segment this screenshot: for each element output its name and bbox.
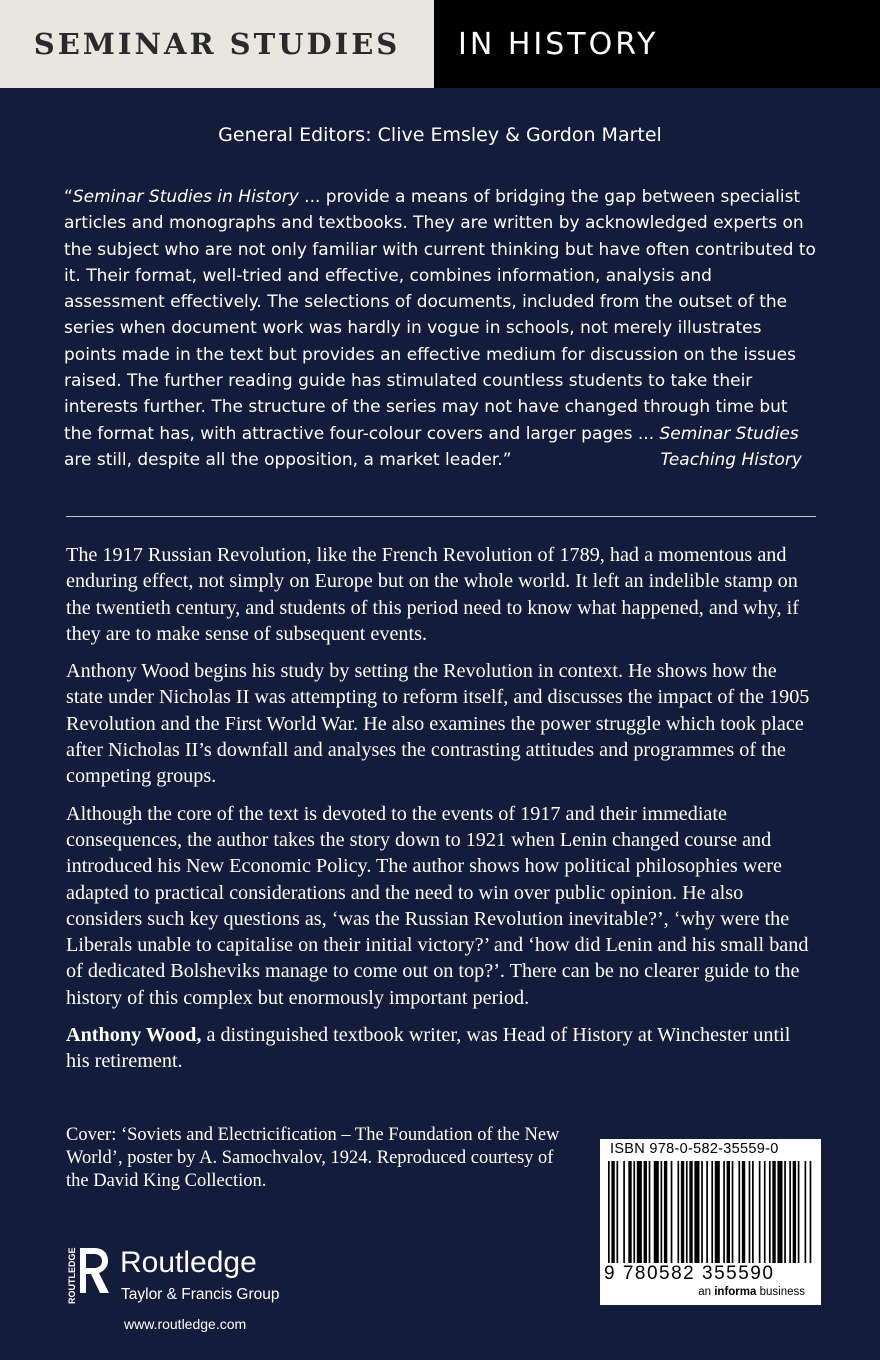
barcode-bar [649, 1161, 651, 1263]
divider [66, 516, 816, 517]
barcode-bar [611, 1161, 614, 1263]
barcode-bar [661, 1161, 663, 1263]
barcode-bar [742, 1161, 745, 1263]
barcode-bar [772, 1161, 775, 1263]
series-banner-right [434, 0, 880, 88]
barcode-bar [637, 1161, 642, 1263]
barcode-bar [608, 1161, 610, 1263]
barcode-bar [689, 1161, 692, 1263]
informa-brand: informa [714, 1286, 757, 1298]
barcode-bar [764, 1161, 766, 1263]
publisher-group: Taylor & Francis Group [121, 1286, 280, 1303]
quote-text-2: are still, despite all the opposition, a market leader.” [64, 449, 512, 470]
blurb-paragraph-3: Although the core of the text is devoted to the events of 1917 and their immediate consequences, the author takes the story down to 1921 when Lenin changed course and introduced his New Economic Policy. The author shows how political philosophies were adapted to practical considerations and the need to win over public opinion. He also considers such key questions as, ‘was the Russian Revolution inevitable?’, ‘why were the Liberals unable to capitalise on their initial victory?’ and ‘how did Lenin and his small band of dedicated Bolsheviks manage to come out on top?’. There can be no clearer guide to the history of this complex but enormously important period. [66, 802, 809, 1009]
blurb-paragraph-1: The 1917 Russian Revolution, like the French Revolution of 1789, had a momentous and enduring effect, not simply on Europe but on the whole world. It left an indelible stamp on the twentieth century, and students of this period need to know what happened, and why, if they are to make sense of subsequent events. [66, 544, 799, 645]
barcode-bar [681, 1161, 684, 1263]
publisher-logo [64, 1242, 364, 1312]
barcode-bar [789, 1161, 791, 1263]
barcode-bar [738, 1161, 740, 1263]
barcode-bar [664, 1161, 667, 1263]
barcode-bar [777, 1161, 782, 1263]
barcode-bar [805, 1161, 807, 1263]
series-title-left: SEMINAR STUDIES [33, 27, 401, 61]
isbn-digits: 9 780582 355590 [604, 1263, 775, 1284]
isbn-label: ISBN 978-0-582-35559-0 [610, 1141, 779, 1157]
barcode-bar [749, 1161, 751, 1263]
general-editors: General Editors: Clive Emsley & Gordon Martel [218, 124, 662, 146]
quote-source: Teaching History [660, 449, 802, 470]
barcode-bar [694, 1161, 699, 1263]
barcode-bar [723, 1161, 725, 1263]
routledge-logo-text: ROUTLEDGE [67, 1247, 77, 1304]
blurb-paragraph-2: Anthony Wood begins his study by setting the Revolution in context. He shows how the state under Nicholas II was attempting to reform itself, and discusses the impact of the 1905 Revolution and the First World War. He also examines the power struggle which took place after Nicholas II’s downfall and analyses the contrasting attitudes and programmes of the competing groups. [66, 660, 810, 788]
barcode-bar [616, 1161, 618, 1263]
barcode-bar [686, 1161, 688, 1263]
barcode-bar [654, 1161, 659, 1263]
series-banner-left [0, 0, 434, 88]
quote-series-name-2: Seminar Studies [659, 423, 799, 444]
barcode-bar [727, 1161, 730, 1263]
barcode-bar [711, 1161, 713, 1263]
barcode-bar [793, 1161, 796, 1263]
cover-credit: Cover: ‘Soviets and Electricification – The Foundation of the New World’, poster by A. Samochvalov, 1924. Reproduced courtesy of the David King Collection. [66, 1125, 560, 1191]
series-title-right: IN HISTORY [458, 26, 659, 62]
barcode-bar [677, 1161, 679, 1263]
informa-tagline: an informa business [698, 1286, 805, 1298]
barcode-bar [671, 1161, 673, 1263]
barcode-bar [633, 1161, 635, 1263]
barcode-bar [644, 1161, 647, 1263]
barcode-bar [759, 1161, 761, 1263]
author-name: Anthony Wood, [66, 1024, 202, 1047]
quote-series-name: Seminar Studies in History [72, 187, 299, 207]
barcode-bar [810, 1161, 812, 1263]
barcode-bar [701, 1161, 703, 1263]
barcode-bar [628, 1161, 631, 1263]
review-quote [64, 184, 816, 473]
series-banner [0, 0, 880, 88]
barcode-bar [623, 1161, 625, 1263]
author-bio-text: a distinguished textbook writer, was Head of History at Winchester until his retirement. [66, 1024, 791, 1073]
routledge-logo-icon [64, 1246, 112, 1306]
blurb [66, 542, 816, 1086]
barcode-bar [732, 1161, 734, 1263]
barcode-bar [798, 1161, 800, 1263]
author-bio [66, 1022, 816, 1075]
barcode-bar [784, 1161, 786, 1263]
barcode-bar [769, 1161, 771, 1263]
barcode-bar [706, 1161, 708, 1263]
publisher-name: Routledge [120, 1246, 257, 1279]
quote-open-mark: “ [64, 187, 73, 207]
barcode-bar [752, 1161, 754, 1263]
publisher-url: www.routledge.com [124, 1316, 247, 1332]
isbn-barcode [600, 1139, 821, 1305]
barcode-bar [715, 1161, 720, 1263]
quote-text-1: ... provide a means of bridging the gap between specialist articles and monographs and textbooks. They are written by acknowledged experts on the subject who are not only familiar with current thinking but have often contributed to it. Their format, well-tried and effective, combines information, analysis and assessment effectively. The selections of documents, included from the outset of the series when document work was hardly in vogue in schools, not merely illustrates points made in the text but provides an effective medium for discussion on the issues raised. The further reading guide has stimulated countless students to take their interests further. The structure of the series may not have changed through time but the format has, with attractive four-colour covers and larger pages ... [64, 187, 816, 444]
